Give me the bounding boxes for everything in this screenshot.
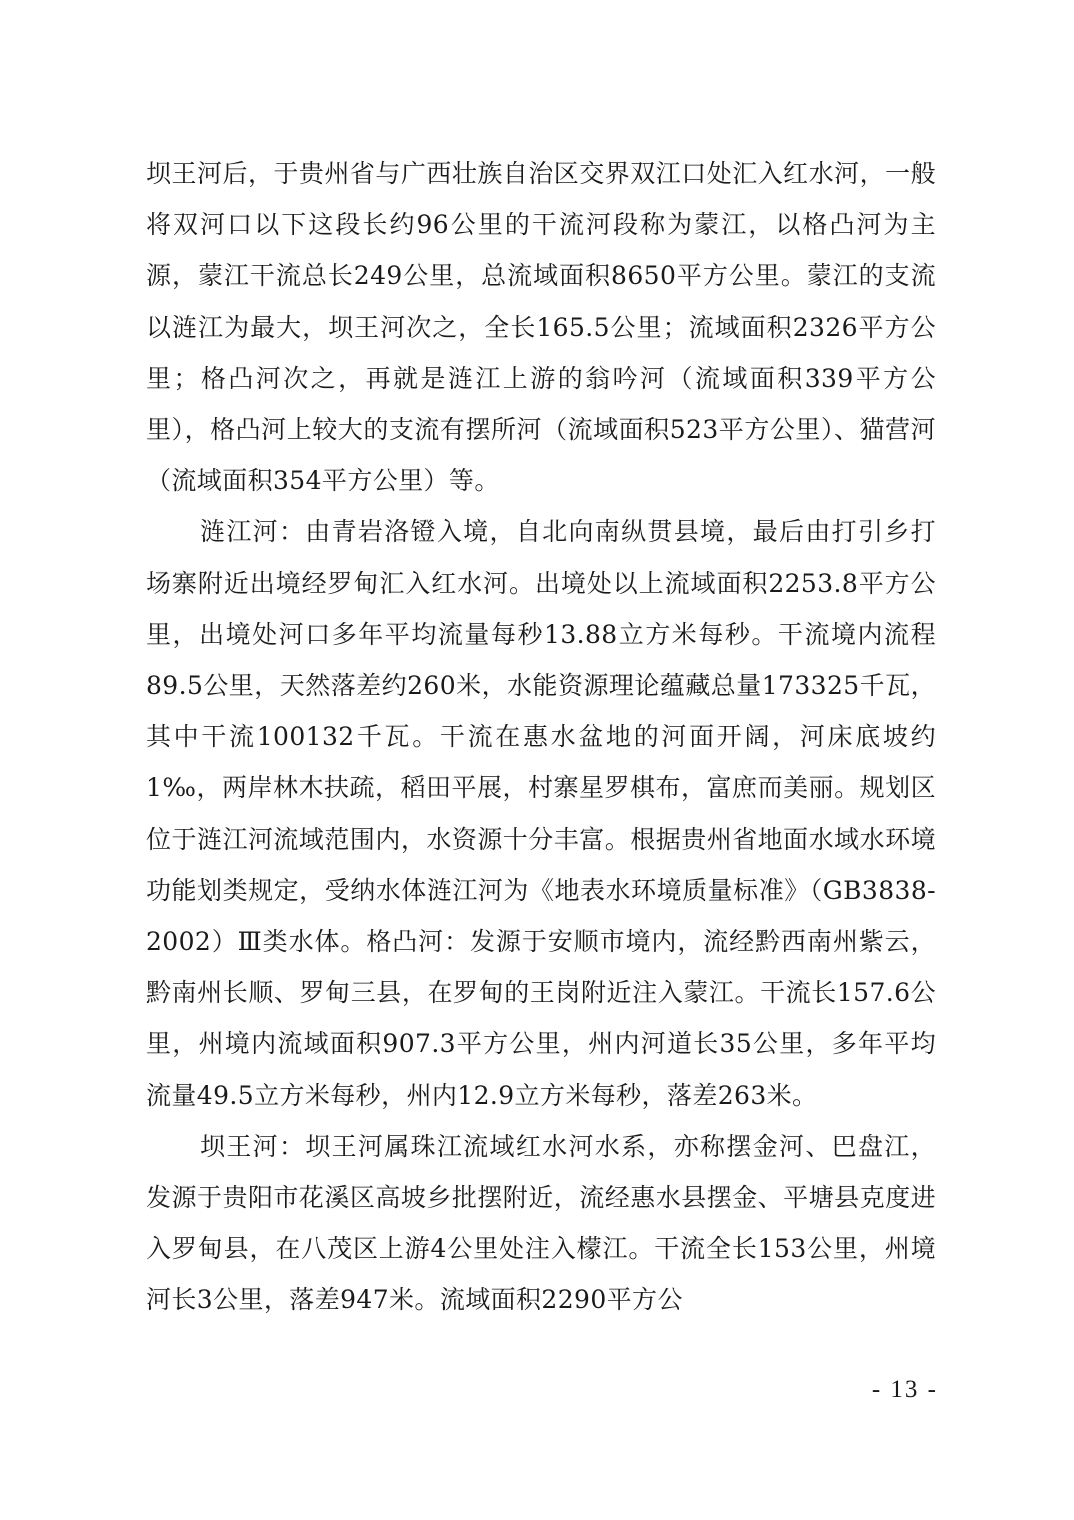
paragraph-lianjiang-river: 涟江河：由青岩洛镫入境，自北向南纵贯县境，最后由打引乡打场寨附近出境经罗甸汇入红水河。出境处以上流域面积2253.8平方公里，出境处河口多年平均流量每秒13.88立方米每秒。干流境内流程89.5公里，天然落差约260米，水能资源理论蕴藏总量173325千瓦，其中干流100132千瓦。干流在惠水盆地的河面开阔，河床底坡约1‰，两岸林木扶疏，稻田平展，村寨星罗棋布，富庶而美丽。规划区位于涟江河流域范围内，水资源十分丰富。根据贵州省地面水域水环境功能划类规定，受纳水体涟江河为《地表水环境质量标准》（GB3838-2002）Ⅲ类水体。格凸河：发源于安顺市境内，流经黔西南州紫云，黔南州长顺、罗甸三县，在罗甸的王岗附近注入蒙江。干流长157.6公里，州境内流域面积907.3平方公里，州内河道长35公里，多年平均流量49.5立方米每秒，州内12.9立方米每秒，落差263米。 [146, 517, 936, 1110]
paragraph-bawang-river: 坝王河：坝王河属珠江流域红水河水系，亦称摆金河、巴盘江，发源于贵阳市花溪区高坡乡批摆附近，流经惠水县摆金、平塘县克度进入罗甸县，在八茂区上游4公里处注入檬江。干流全长153公里，州境河长3公里，落差947米。流域面积2290平方公 [146, 1131, 936, 1315]
page-number: - 13 - [871, 1376, 938, 1403]
document-body [146, 148, 936, 1326]
paragraph-mengjiang: 坝王河后，于贵州省与广西壮族自治区交界双江口处汇入红水河，一般将双河口以下这段长约96公里的干流河段称为蒙江，以格凸河为主源，蒙江干流总长249公里，总流域面积8650平方公里。蒙江的支流以涟江为最大，坝王河次之，全长165.5公里；流域面积2326平方公里；格凸河次之，再就是涟江上游的翁吟河（流域面积339平方公里），格凸河上较大的支流有摆所河（流域面积523平方公里）、猫营河（流域面积354平方公里）等。 [146, 159, 936, 496]
